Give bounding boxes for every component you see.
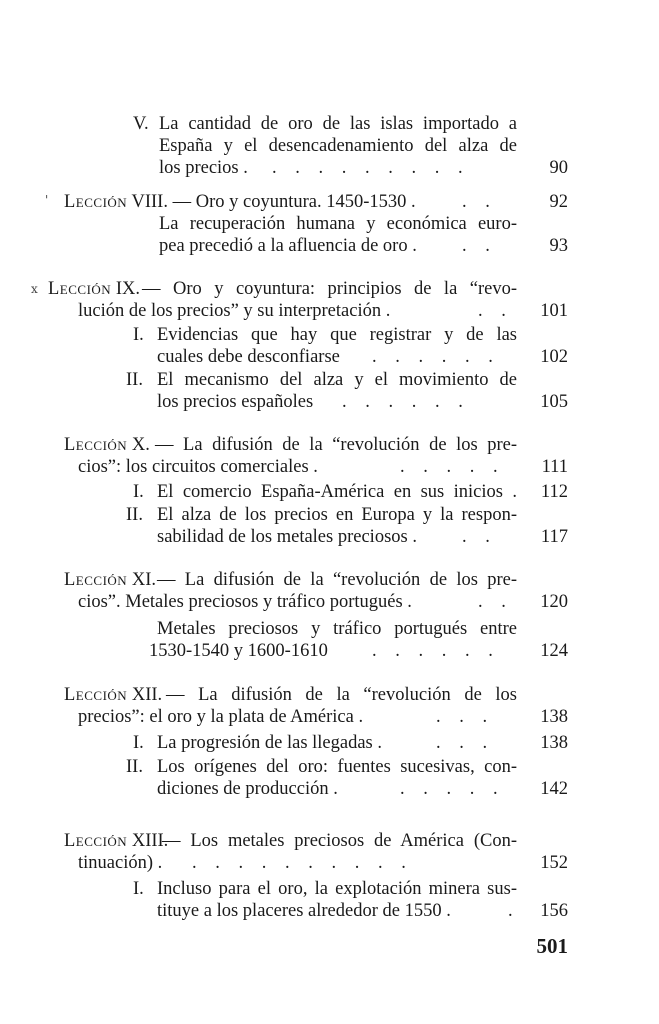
entry-numeral: X. bbox=[131, 435, 150, 455]
entry-label: Lección bbox=[64, 435, 128, 455]
dot-leader: . . bbox=[462, 236, 490, 256]
margin-mark: ' bbox=[45, 193, 49, 207]
entry-text: pea precedió a la afluencia de oro . bbox=[159, 236, 417, 256]
entry-text: lución de los precios” y su interpretación . bbox=[78, 301, 391, 321]
page-number: 112 bbox=[540, 482, 568, 502]
entry-text: tinuación) . bbox=[78, 853, 163, 873]
entry-text: — Oro y coyuntura: principios de la “revo- bbox=[142, 279, 517, 299]
page-number: 142 bbox=[540, 779, 568, 799]
entry-numeral: VIII. bbox=[131, 192, 168, 212]
entry-text: El comercio España-América en sus inicios . bbox=[157, 482, 517, 502]
entry-label: Lección bbox=[64, 192, 128, 212]
page-number: 111 bbox=[541, 457, 568, 477]
entry-text: tituye a los placeres alrededor de 1550 . bbox=[157, 901, 451, 921]
dot-leader: . . bbox=[478, 592, 506, 612]
entry-label: Lección bbox=[64, 570, 128, 590]
page-number: 101 bbox=[540, 301, 568, 321]
entry-text: Incluso para el oro, la explotación minera sus- bbox=[157, 879, 517, 899]
entry-text: diciones de producción . bbox=[157, 779, 338, 799]
entry-text: España y el desencadenamiento del alza de bbox=[159, 136, 517, 156]
page-number: 138 bbox=[540, 733, 568, 753]
dot-leader: . . bbox=[478, 301, 506, 321]
entry-text: La progresión de las llegadas . bbox=[157, 733, 383, 753]
dot-leader: . . . . . . bbox=[342, 392, 463, 412]
entry-numeral: IX. bbox=[115, 279, 140, 299]
entry-text: Metales preciosos y tráfico portugués entre bbox=[157, 619, 517, 639]
entry-text: El alza de los precios en Europa y la respon- bbox=[157, 505, 517, 525]
entry-text: 1530-1540 y 1600-1610 bbox=[149, 641, 328, 661]
page-number: 90 bbox=[549, 158, 568, 178]
margin-check-mark: x bbox=[31, 282, 38, 296]
entry-numeral: XIII. bbox=[131, 831, 169, 851]
entry-text: La recuperación humana y económica euro- bbox=[159, 214, 517, 234]
page-number: 92 bbox=[549, 192, 568, 212]
entry-text: sabilidad de los metales preciosos . bbox=[157, 527, 417, 547]
entry-text: — Oro y coyuntura. 1450-1530 . bbox=[172, 192, 416, 212]
dot-leader: . . . bbox=[436, 733, 488, 753]
entry-numeral: XII. bbox=[131, 685, 163, 705]
dot-leader: . . . . . bbox=[400, 457, 498, 477]
entry-numeral: I. bbox=[133, 482, 144, 502]
dot-leader: . . . . . bbox=[400, 779, 498, 799]
page-number: 102 bbox=[540, 347, 568, 367]
page-number: 124 bbox=[540, 641, 568, 661]
dot-leader: . . bbox=[462, 192, 490, 212]
entry-text: cios”: los circuitos comerciales . bbox=[78, 457, 318, 477]
folio-page-number: 501 bbox=[536, 934, 568, 958]
entry-text: — La difusión de la “revolución de los bbox=[166, 685, 517, 705]
entry-text: cuales debe desconfiarse bbox=[157, 347, 340, 367]
entry-numeral: II. bbox=[126, 757, 143, 777]
dot-leader: . bbox=[508, 901, 513, 921]
dot-leader: . . . . . . . . . bbox=[272, 158, 463, 178]
entry-numeral: I. bbox=[133, 733, 144, 753]
page-number: 117 bbox=[540, 527, 568, 547]
entry-numeral: I. bbox=[133, 879, 144, 899]
entry-numeral: XI. bbox=[131, 570, 156, 590]
entry-numeral: II. bbox=[126, 370, 143, 390]
entry-text: — La difusión de la “revolución de los pre- bbox=[157, 570, 517, 590]
entry-text: los precios . bbox=[159, 158, 248, 178]
dot-leader: . . . . . . bbox=[372, 347, 493, 367]
entry-numeral: V. bbox=[133, 114, 149, 134]
page-number: 93 bbox=[549, 236, 568, 256]
page-number: 138 bbox=[540, 707, 568, 727]
entry-numeral: II. bbox=[126, 505, 143, 525]
entry-text: El mecanismo del alza y el movimiento de bbox=[157, 370, 517, 390]
entry-text: cios”. Metales preciosos y tráfico portugués . bbox=[78, 592, 412, 612]
entry-text: precios”: el oro y la plata de América . bbox=[78, 707, 364, 727]
entry-numeral: I. bbox=[133, 325, 144, 345]
entry-label: Lección bbox=[48, 279, 112, 299]
entry-text: Evidencias que hay que registrar y de las bbox=[157, 325, 517, 345]
dot-leader: . . . . . . bbox=[372, 641, 493, 661]
page-number: 105 bbox=[540, 392, 568, 412]
entry-label: Lección bbox=[64, 831, 128, 851]
page-number: 156 bbox=[540, 901, 568, 921]
dot-leader: . . . bbox=[436, 707, 488, 727]
page-number: 120 bbox=[540, 592, 568, 612]
dot-leader: . . . . . . . . . . bbox=[192, 853, 406, 873]
entry-label: Lección bbox=[64, 685, 128, 705]
entry-text: La cantidad de oro de las islas importado a bbox=[159, 114, 517, 134]
dot-leader: . . bbox=[462, 527, 490, 547]
entry-text: — Los metales preciosos de América (Con- bbox=[162, 831, 517, 851]
entry-text: — La difusión de la “revolución de los pre- bbox=[155, 435, 517, 455]
entry-text: los precios españoles bbox=[157, 392, 314, 412]
entry-text: Los orígenes del oro: fuentes sucesivas, con- bbox=[157, 757, 517, 777]
page-number: 152 bbox=[540, 853, 568, 873]
